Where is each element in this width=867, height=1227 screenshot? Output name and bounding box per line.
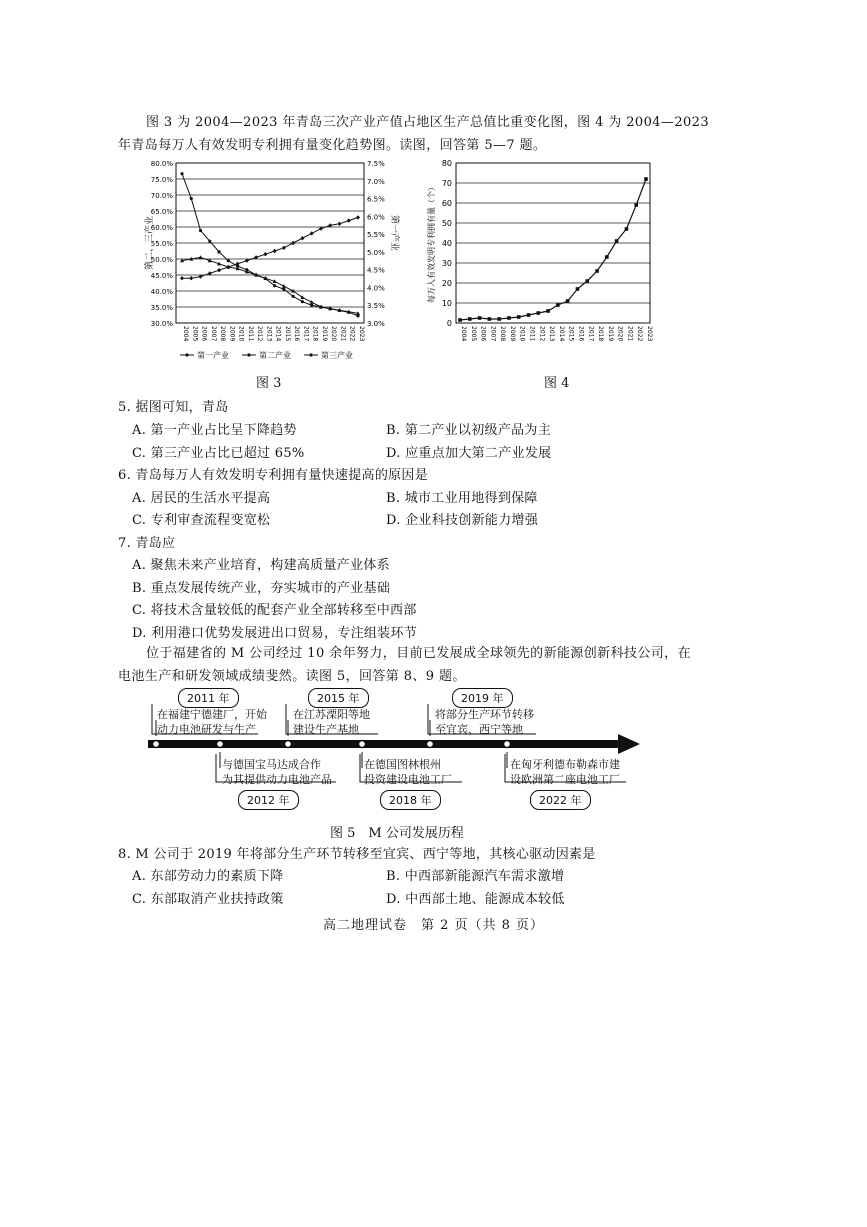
- question-5-option-d[interactable]: D. 应重点加大第二产业发展: [386, 446, 552, 461]
- y-right-tick-label: 7.0%: [367, 177, 385, 186]
- figure-3-plot: [143, 160, 400, 360]
- data-point: [310, 231, 314, 235]
- data-point: [227, 259, 230, 262]
- x-tick-label: 2023: [358, 326, 365, 342]
- figure-4-chart: [420, 155, 660, 370]
- x-tick-label: 2021: [339, 326, 347, 342]
- y-tick-label: 70: [441, 179, 452, 188]
- data-point: [507, 316, 511, 320]
- data-point: [291, 241, 295, 245]
- y-tick-label: 80: [441, 159, 452, 168]
- x-tick-label: 2018: [311, 326, 319, 342]
- x-tick-label: 2010: [237, 326, 245, 342]
- data-point: [605, 255, 609, 259]
- x-tick-label: 2016: [293, 326, 301, 342]
- intro-paragraph: [118, 111, 758, 157]
- data-point: [199, 229, 202, 232]
- figure-4-plot: [426, 159, 653, 341]
- y-right-tick-label: 6.5%: [367, 195, 385, 204]
- event-2022-line-2: 设欧洲第二座电池工厂: [510, 773, 620, 786]
- data-point: [478, 316, 482, 320]
- x-tick-label: 2006: [479, 326, 487, 342]
- x-tick-label: 2022: [636, 326, 644, 342]
- y-tick-label: 50: [441, 219, 452, 228]
- event-2022-line-1: 在匈牙利德布勒森市建: [510, 758, 620, 771]
- y-tick-label: 20: [441, 279, 452, 288]
- data-point: [300, 295, 304, 299]
- x-tick-label: 2017: [302, 326, 310, 342]
- y-right-tick-label: 4.0%: [367, 284, 385, 293]
- y-left-tick-label: 65.0%: [150, 208, 173, 216]
- data-point: [180, 276, 184, 280]
- x-tick-label: 2008: [499, 326, 507, 342]
- data-point: [644, 177, 648, 181]
- x-tick-label: 2004: [182, 326, 189, 342]
- question-8-stem: 8. M 公司于 2019 年将部分生产环节转移至宜宾、西宁等地，其核心驱动因素是: [118, 847, 596, 862]
- y-left-tick-label: 45.0%: [150, 272, 173, 280]
- intro-2-paragraph: [118, 642, 758, 688]
- x-tick-label: 2015: [283, 326, 291, 342]
- data-point: [189, 276, 193, 280]
- legend-marker: [185, 353, 188, 356]
- event-2012-line-1: 与德国宝马达成合作: [222, 758, 321, 771]
- figure-5-caption: 图 5 M 公司发展历程: [330, 826, 464, 841]
- x-tick-label: 2016: [577, 326, 585, 342]
- year-badge-2019: 2019 年: [452, 688, 513, 708]
- data-point: [527, 313, 531, 317]
- data-point: [301, 300, 304, 303]
- event-2019-line-1: 将部分生产环节转移: [435, 708, 534, 721]
- question-7-option-b[interactable]: B. 重点发展传统产业，夯实城市的产业基础: [132, 581, 391, 596]
- timeline-dot: [285, 741, 292, 748]
- y-tick-label: 40: [441, 239, 452, 248]
- question-8-option-a[interactable]: A. 东部劳动力的素质下降: [132, 869, 284, 884]
- x-tick-label: 2017: [587, 326, 595, 342]
- y-axis-label: 每万人有效发明专利拥有量（个）: [427, 183, 436, 303]
- event-2018-line-1: 在德国图林根州: [364, 758, 441, 771]
- x-tick-label: 2019: [606, 326, 614, 342]
- x-tick-label: 2015: [567, 326, 575, 342]
- x-tick-label: 2012: [256, 326, 264, 342]
- y-tick-label: 0: [446, 319, 452, 328]
- data-point: [217, 250, 220, 253]
- x-tick-label: 2020: [616, 326, 624, 342]
- figure-4-caption: 图 4: [544, 376, 570, 391]
- x-tick-label: 2014: [274, 326, 282, 342]
- x-tick-label: 2018: [597, 326, 605, 342]
- event-2018: [364, 757, 452, 787]
- data-point: [208, 240, 211, 243]
- event-2012-line-2: 为其提供动力电池产品: [222, 773, 332, 786]
- x-tick-label: 2007: [209, 326, 217, 342]
- data-point: [576, 287, 580, 291]
- x-tick-label: 2019: [320, 326, 328, 342]
- x-tick-label: 2007: [489, 326, 497, 342]
- legend-label: 第三产业: [321, 351, 353, 360]
- series-line-3: [182, 217, 358, 278]
- question-7-stem: 7. 青岛应: [118, 536, 176, 551]
- event-2011: [157, 707, 267, 737]
- x-tick-label: 2022: [348, 326, 356, 342]
- y-right-tick-label: 4.5%: [367, 266, 385, 275]
- legend-label: 第一产业: [197, 351, 229, 360]
- question-6-option-b[interactable]: B. 城市工业用地得到保障: [386, 491, 538, 506]
- x-tick-label: 2012: [538, 326, 546, 342]
- data-point: [458, 318, 462, 322]
- y-left-tick-label: 55.0%: [150, 240, 173, 248]
- x-tick-label: 2004: [460, 326, 467, 342]
- page-footer: 高二地理试卷 第 2 页（共 8 页）: [322, 918, 545, 933]
- year-badge-2012: 2012 年: [238, 790, 299, 810]
- event-2019-line-2: 至宜宾、西宁等地: [435, 723, 523, 736]
- y-left-tick-label: 80.0%: [150, 160, 173, 168]
- y-tick-label: 60: [441, 199, 452, 208]
- x-tick-label: 2005: [191, 326, 199, 342]
- figure-3-chart: [140, 155, 400, 370]
- intro-line-1: 图 3 为 2004—2023 年青岛三次产业产值占地区生产总值比重变化图，图 4 为 2004—2023: [146, 115, 710, 130]
- event-2015-line-1: 在江苏溧阳等地: [293, 708, 370, 721]
- y-left-tick-label: 75.0%: [150, 176, 173, 184]
- year-badge-2022: 2022 年: [530, 790, 591, 810]
- data-point: [337, 222, 341, 226]
- x-tick-label: 2023: [646, 326, 653, 342]
- legend-marker: [309, 353, 312, 356]
- x-tick-label: 2011: [528, 326, 536, 342]
- question-7-option-c[interactable]: C. 将技术含量较低的配套产业全部转移至中西部: [132, 603, 417, 618]
- y-right-tick-label: 6.0%: [367, 213, 385, 222]
- timeline-dot: [427, 741, 434, 748]
- data-point: [566, 299, 570, 303]
- data-point: [310, 304, 313, 307]
- x-tick-label: 2013: [548, 326, 556, 342]
- intro-2-line-2: 电池生产和研发领域成绩斐然。读图 5，回答第 8、9 题。: [118, 669, 466, 684]
- data-point: [595, 269, 599, 273]
- data-point: [537, 311, 541, 315]
- data-point: [292, 295, 295, 298]
- x-tick-label: 2020: [330, 326, 338, 342]
- y-left-tick-label: 50.0%: [150, 256, 173, 264]
- question-8-option-c[interactable]: C. 东部取消产业扶持政策: [132, 892, 284, 907]
- y-left-tick-label: 70.0%: [150, 192, 173, 200]
- data-point: [517, 315, 521, 319]
- y-tick-label: 10: [441, 299, 452, 308]
- y-right-tick-label: 5.0%: [367, 248, 385, 257]
- intro-2-line-1: 位于福建省的 M 公司经过 10 余年努力，目前已发展成全球领先的新能源创新科技公司，在: [146, 646, 691, 661]
- question-6-option-d[interactable]: D. 企业科技创新能力增强: [386, 513, 539, 528]
- x-tick-label: 2005: [469, 326, 477, 342]
- question-7-option-d[interactable]: D. 利用港口优势发展进出口贸易，专注组装环节: [132, 626, 418, 641]
- y-left-tick-label: 30.0%: [150, 320, 173, 328]
- question-7-option-a[interactable]: A. 聚焦未来产业培育，构建高质量产业体系: [132, 558, 390, 573]
- series-line-2: [182, 257, 358, 313]
- y-right-tick-label: 3.5%: [367, 302, 385, 311]
- question-8-option-d[interactable]: D. 中西部土地、能源成本较低: [386, 892, 565, 907]
- event-2015: [293, 707, 370, 737]
- data-point: [625, 227, 629, 231]
- data-point: [497, 317, 501, 321]
- event-2019: [435, 707, 534, 737]
- x-tick-label: 2010: [518, 326, 526, 342]
- data-point: [273, 284, 276, 287]
- figure-3-caption: 图 3: [256, 376, 282, 391]
- y-left-tick-label: 35.0%: [150, 304, 173, 312]
- y-right-axis-label: 第一产业: [389, 214, 399, 252]
- x-tick-label: 2021: [626, 326, 634, 342]
- question-5-option-c[interactable]: C. 第三产业占比已超过 65%: [132, 446, 305, 461]
- y-tick-label: 30: [441, 259, 452, 268]
- question-6-option-a[interactable]: A. 居民的生活水平提高: [132, 491, 271, 506]
- x-tick-label: 2008: [219, 326, 227, 342]
- x-tick-label: 2009: [228, 326, 236, 342]
- event-2022: [510, 757, 620, 787]
- data-point: [282, 246, 286, 250]
- timeline-dot: [153, 741, 160, 748]
- data-point: [356, 215, 360, 219]
- question-5-option-a[interactable]: A. 第一产业占比呈下降趋势: [132, 423, 297, 438]
- data-point: [615, 239, 619, 243]
- question-8-option-b[interactable]: B. 中西部新能源汽车需求激增: [386, 869, 565, 884]
- y-left-tick-label: 40.0%: [150, 288, 173, 296]
- year-badge-2011: 2011 年: [178, 688, 239, 708]
- data-point: [347, 218, 351, 222]
- x-tick-label: 2009: [508, 326, 516, 342]
- data-point: [273, 249, 277, 253]
- x-tick-label: 2006: [200, 326, 208, 342]
- data-point: [282, 288, 285, 291]
- question-5-option-b[interactable]: B. 第二产业以初级产品为主: [386, 423, 552, 438]
- y-right-tick-label: 7.5%: [367, 160, 385, 168]
- data-point: [634, 203, 638, 207]
- y-right-tick-label: 3.0%: [367, 320, 385, 328]
- series-line: [460, 179, 646, 320]
- legend-label: 第二产业: [259, 351, 291, 360]
- y-right-tick-label: 5.5%: [367, 231, 385, 240]
- event-2011-line-1: 在福建宁德建厂，开始: [157, 708, 267, 721]
- data-point: [180, 172, 183, 175]
- data-point: [546, 309, 550, 313]
- data-point: [190, 197, 193, 200]
- data-point: [585, 279, 589, 283]
- x-tick-label: 2011: [246, 326, 254, 342]
- data-point: [217, 268, 221, 272]
- legend-marker: [247, 353, 250, 356]
- year-badge-2015: 2015 年: [308, 688, 369, 708]
- x-tick-label: 2013: [265, 326, 273, 342]
- data-point: [263, 252, 267, 256]
- event-2012: [222, 757, 332, 787]
- data-point: [468, 317, 472, 321]
- question-6-option-c[interactable]: C. 专利审查流程变宽松: [132, 513, 271, 528]
- timeline-dot: [359, 741, 366, 748]
- data-point: [556, 303, 560, 307]
- event-2015-line-2: 建设生产基地: [293, 723, 359, 736]
- year-badge-2018: 2018 年: [380, 790, 441, 810]
- event-2018-line-2: 投资建设电池工厂: [364, 773, 452, 786]
- event-2011-line-2: 动力电池研发与生产: [157, 723, 256, 736]
- timeline-dot: [217, 741, 224, 748]
- data-point: [300, 236, 304, 240]
- y-left-tick-label: 60.0%: [150, 224, 173, 232]
- data-point: [488, 317, 492, 321]
- intro-line-2: 年青岛每万人有效发明专利拥有量变化趋势图。读图，回答第 5—7 题。: [118, 138, 547, 153]
- timeline-arrowhead: [618, 734, 640, 754]
- y-left-axis-label: 第二、三产业: [145, 215, 155, 271]
- question-5-stem: 5. 据图可知，青岛: [118, 400, 229, 415]
- x-tick-label: 2014: [557, 326, 565, 342]
- timeline-dot: [504, 741, 511, 748]
- data-point: [199, 255, 203, 259]
- question-6-stem: 6. 青岛每万人有效发明专利拥有量快速提高的原因是: [118, 468, 429, 483]
